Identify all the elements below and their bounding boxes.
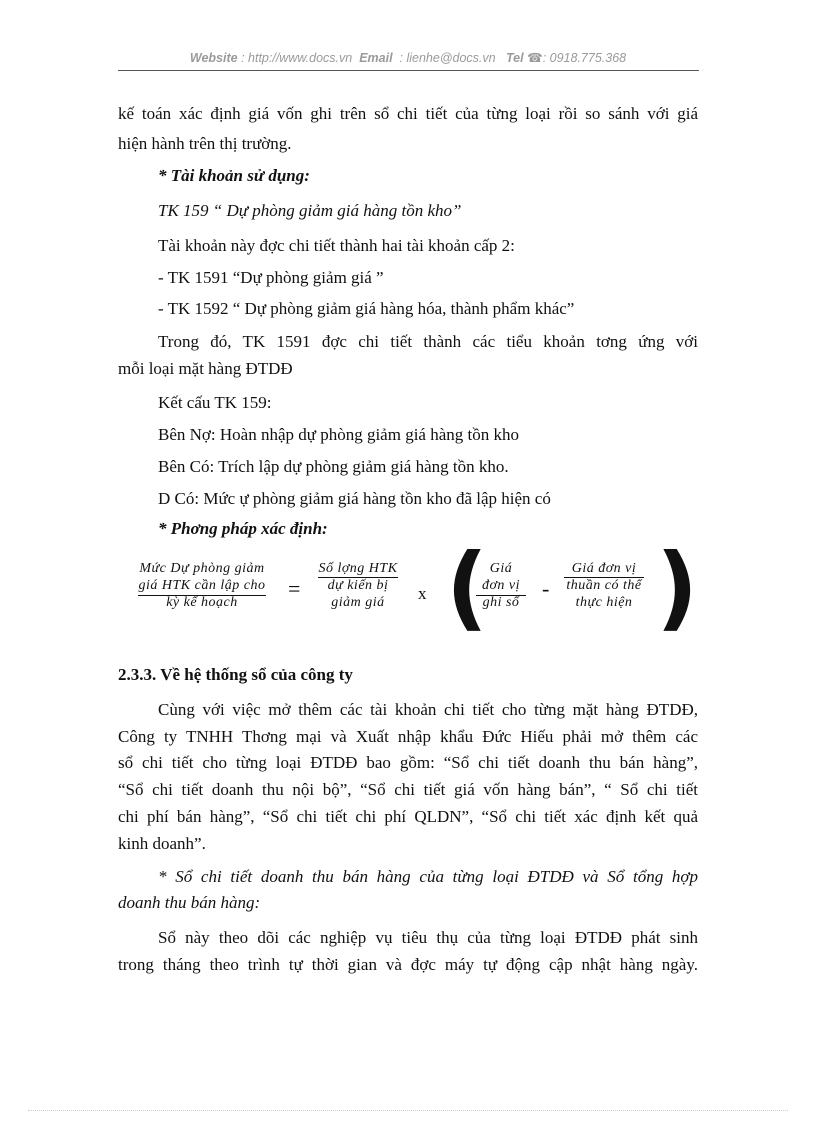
phone-icon: ☎	[527, 51, 543, 65]
paragraph-line: Tài khoản này đợc chi tiết thành hai tài khoản cấp 2:	[158, 236, 515, 255]
formula-qty-line: giảm giá	[331, 595, 385, 610]
paragraph-line: trong tháng theo trình tự thời gian và đợc máy tự động cập nhật hàng ngày.	[118, 955, 698, 974]
paragraph-line: * Sổ chi tiết doanh thu bán hàng của từng loại ĐTDĐ và Sổ tổng hợp	[158, 867, 698, 886]
paragraph-line: “Sổ chi tiết doanh thu nội bộ”, “Sổ chi tiết giá vốn hàng bán”, “ Sổ chi tiết	[118, 780, 698, 799]
formula-qty-line: dự kiến bị	[327, 578, 389, 593]
paragraph-line: Kết cấu TK 159:	[158, 393, 272, 412]
heading-account-used: * Tài khoản sử dụng:	[158, 166, 310, 185]
formula-paren-close: )	[656, 534, 699, 641]
formula-minus: -	[542, 576, 550, 601]
formula-paren-open: (	[446, 534, 489, 641]
formula-book-price-line: đơn vị	[481, 578, 521, 593]
header-divider	[118, 70, 699, 71]
formula-qty-line: Số lợng HTK	[318, 561, 398, 576]
paragraph-line: Trong đó, TK 1591 đợc chi tiết thành các tiểu khoản tơng ứng với	[158, 332, 698, 351]
paragraph-line: mỗi loại mặt hàng ĐTDĐ	[118, 359, 293, 378]
paragraph-line: Bên Có: Trích lập dự phòng giảm giá hàng tồn kho.	[158, 457, 509, 476]
paragraph-line: chi phí bán hàng”, “Sổ chi tiết chi phí QLDN”, “Sổ chi tiết xác định kết quả	[118, 807, 698, 826]
page-header	[0, 50, 816, 65]
paragraph-line: Công ty TNHH Thơng mại và Xuất nhập khẩu Đức Hiếu phải mở thêm các	[118, 727, 698, 746]
formula-times: x	[418, 584, 427, 603]
website-label: Website	[189, 51, 238, 65]
provision-formula	[118, 534, 699, 641]
paragraph-line: sổ chi tiết cho từng loại ĐTDĐ bao gồm: “Sổ chi tiết doanh thu bán hàng”,	[118, 753, 698, 772]
page-bottom-divider	[28, 1110, 788, 1111]
paragraph-line: Cùng với việc mở thêm các tài khoản chi tiết cho từng mặt hàng ĐTDĐ,	[158, 700, 698, 719]
formula-book-price-line: Giá	[489, 561, 513, 576]
paragraph-line: kế toán xác định giá vốn ghi trên sổ chi tiết của từng loại rồi so sánh với giá	[118, 104, 698, 123]
paragraph-line: hiện hành trên thị trường.	[118, 134, 292, 153]
paragraph-line: Sổ này theo dõi các nghiệp vụ tiêu thụ của từng loại ĐTDĐ phát sinh	[158, 928, 698, 947]
paragraph-line: D Có: Mức ự phòng giảm giá hàng tồn kho đã lập hiện có	[158, 489, 551, 508]
website-value[interactable]: : http://www.docs.vn	[241, 51, 353, 65]
formula-lhs-line: Mức Dự phòng giảm	[139, 561, 265, 576]
formula-net-price-line: thuần có thể	[566, 578, 642, 593]
paragraph-line: Bên Nợ: Hoàn nhập dự phòng giảm giá hàng tồn kho	[158, 425, 519, 444]
formula-net-price-line: Giá đơn vị	[571, 561, 637, 576]
list-item: - TK 1592 “ Dự phòng giảm giá hàng hóa, thành phẩm khác”	[158, 299, 575, 318]
tk159-title: TK 159 “ Dự phòng giảm giá hàng tồn kho”	[158, 201, 462, 220]
formula-lhs-line: giá HTK cần lập cho	[138, 578, 266, 593]
email-value[interactable]: : lienhe@docs.vn	[399, 51, 496, 65]
paragraph-line: kinh doanh”.	[118, 834, 206, 853]
section-title: 2.3.3. Về hệ thống sổ của công ty	[118, 665, 353, 684]
paragraph-line: doanh thu bán hàng:	[118, 893, 261, 912]
tel-label: Tel	[506, 51, 524, 65]
formula-equals: =	[288, 576, 301, 601]
email-label: Email	[359, 51, 393, 65]
formula-net-price-line: thực hiện	[575, 595, 633, 610]
tel-value: : 0918.775.368	[542, 51, 627, 65]
formula-book-price-line: ghi sổ	[482, 595, 520, 610]
list-item: - TK 1591 “Dự phòng giảm giá ”	[158, 268, 384, 287]
formula-lhs-line: kỳ kế hoạch	[166, 595, 238, 610]
heading-method: * Phơng pháp xác định:	[158, 519, 328, 538]
